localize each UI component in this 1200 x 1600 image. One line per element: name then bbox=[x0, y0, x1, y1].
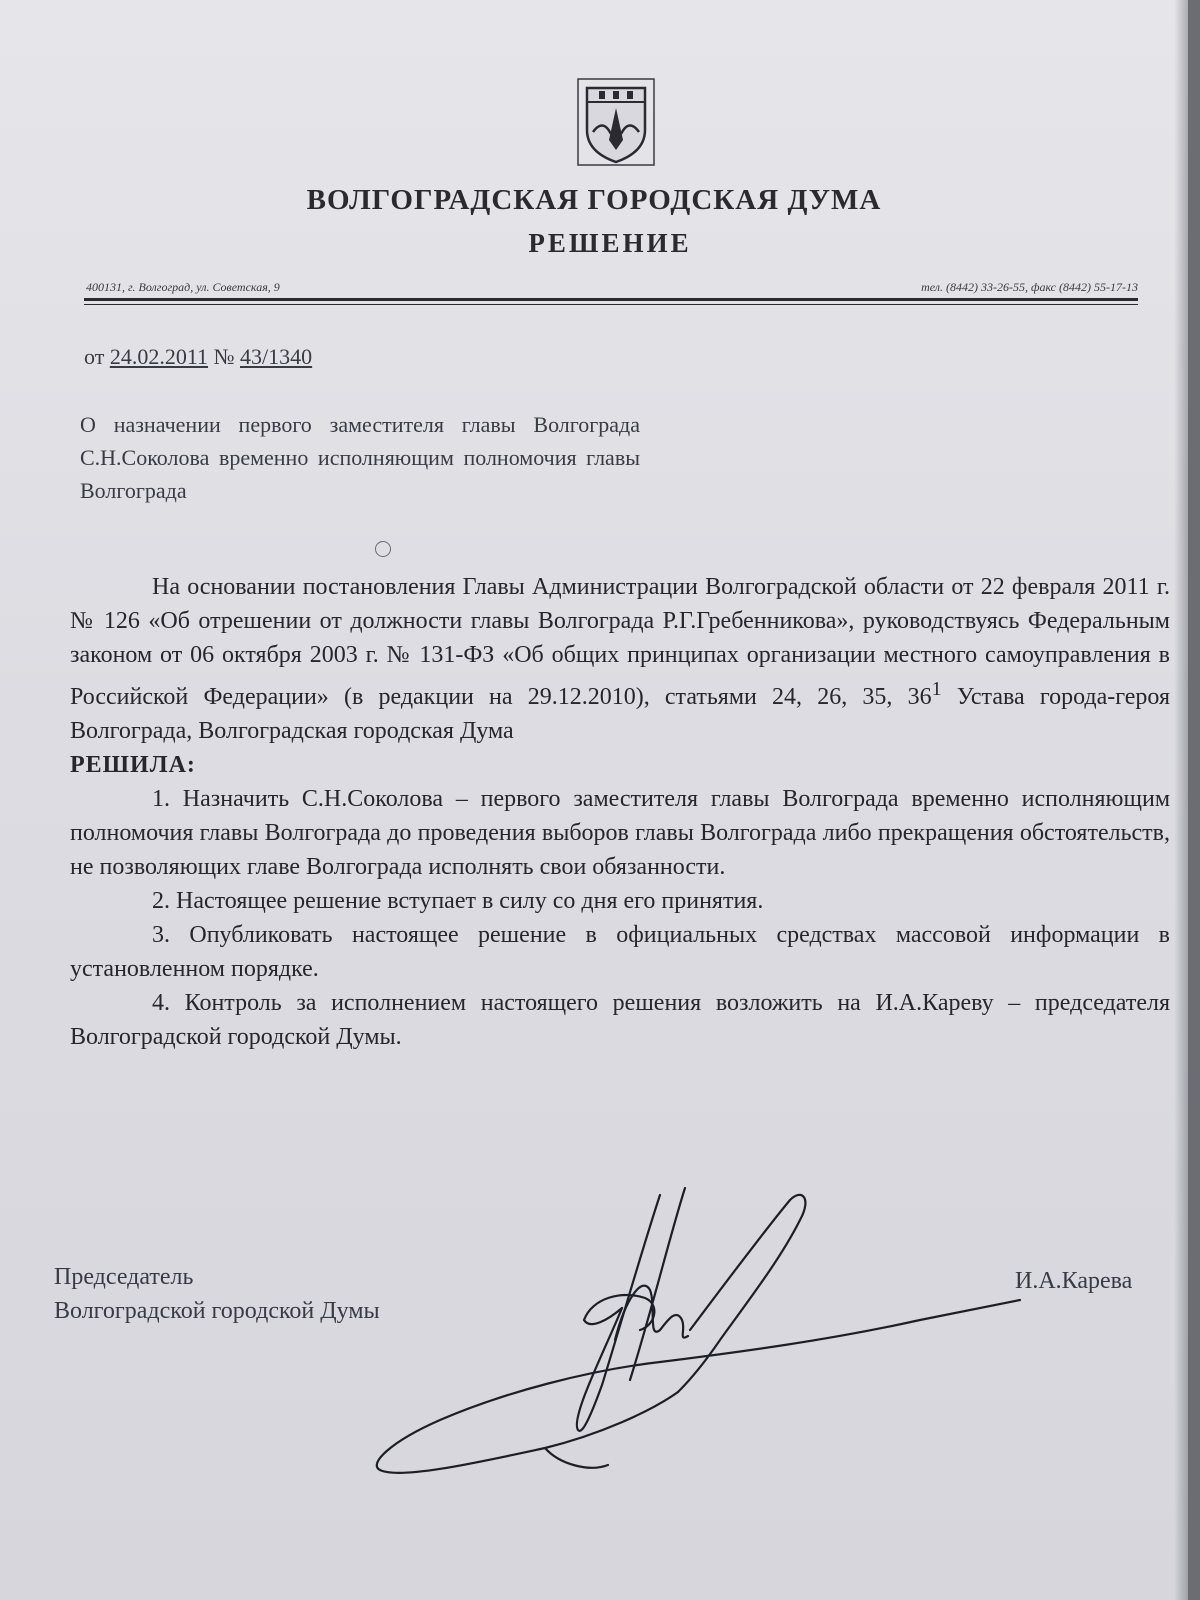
document-date: 24.02.2011 bbox=[109, 344, 209, 369]
date-number-line bbox=[84, 344, 312, 370]
document-subject: О назначении первого заместителя главы Волгограда С.Н.Соколова временно исполняющим полномочия главы Волгограда bbox=[80, 412, 640, 503]
item-1: 1. Назначить С.Н.Соколова – первого заместителя главы Волгограда временно исполняющим полномочия главы Волгограда до проведения выборов главы Волгограда либо прекращения обстоятельств, не позволяющих главе Волгограда исполнять свои обязанности. bbox=[70, 786, 1170, 880]
item-3: 3. Опубликовать настоящее решение в официальных средствах массовой информации в установленном порядке. bbox=[70, 922, 1170, 982]
pen-mark bbox=[375, 541, 391, 557]
preamble-superscript: 1 bbox=[931, 678, 942, 700]
header-rule-thick bbox=[84, 298, 1138, 301]
item-4: 4. Контроль за исполнением настоящего решения возложить на И.А.Кареву – председателя Волгоградской городской Думы. bbox=[70, 990, 1170, 1050]
document-body bbox=[70, 570, 1170, 1054]
coat-of-arms-icon bbox=[577, 78, 655, 166]
organization-name: ВОЛГОГРАДСКАЯ ГОРОДСКАЯ ДУМА bbox=[306, 184, 882, 216]
item-2: 2. Настоящее решение вступает в силу со дня его принятия. bbox=[152, 888, 764, 914]
header-rule-thin bbox=[84, 304, 1138, 305]
signer-title-line-2: Волгоградской городской Думы bbox=[54, 1298, 380, 1324]
preamble bbox=[70, 570, 1170, 748]
address: 400131, г. Волгоград, ул. Советская, 9 bbox=[86, 280, 280, 294]
signer-title bbox=[54, 1260, 380, 1328]
date-prefix: от bbox=[84, 344, 110, 369]
signer-name: И.А.Карева bbox=[1015, 1268, 1133, 1294]
phone-fax: тел. (8442) 33-26-55, факс (8442) 55-17-13 bbox=[921, 280, 1138, 294]
number-prefix: № bbox=[208, 344, 241, 369]
preamble-end: Устава города-героя Волгограда, Волгоградская городская Дума bbox=[70, 684, 1171, 744]
document-number: 43/1340 bbox=[240, 344, 313, 369]
preamble-text: На основании постановления Главы Администрации Волгоградской области от 22 февраля 2011 г. № 126 «Об отрешении от должности главы Волгограда Р.Г.Гребенникова», руководствуясь Федеральным законом от 06 октября 2003 г. № 131-ФЗ «Об общих принципах организации местного самоуправления в Российской Федерации» (в редакции на 29.12.2010), статьями 24, 26, 35, bbox=[70, 574, 1170, 710]
handwritten-signature bbox=[360, 1180, 1040, 1510]
signer-title-line-1: Председатель bbox=[54, 1264, 194, 1290]
resolved-heading: РЕШИЛА: bbox=[70, 752, 196, 778]
preamble-article: 36 bbox=[907, 684, 932, 710]
document-type: РЕШЕНИЕ bbox=[528, 228, 692, 258]
contact-row bbox=[86, 280, 1138, 300]
